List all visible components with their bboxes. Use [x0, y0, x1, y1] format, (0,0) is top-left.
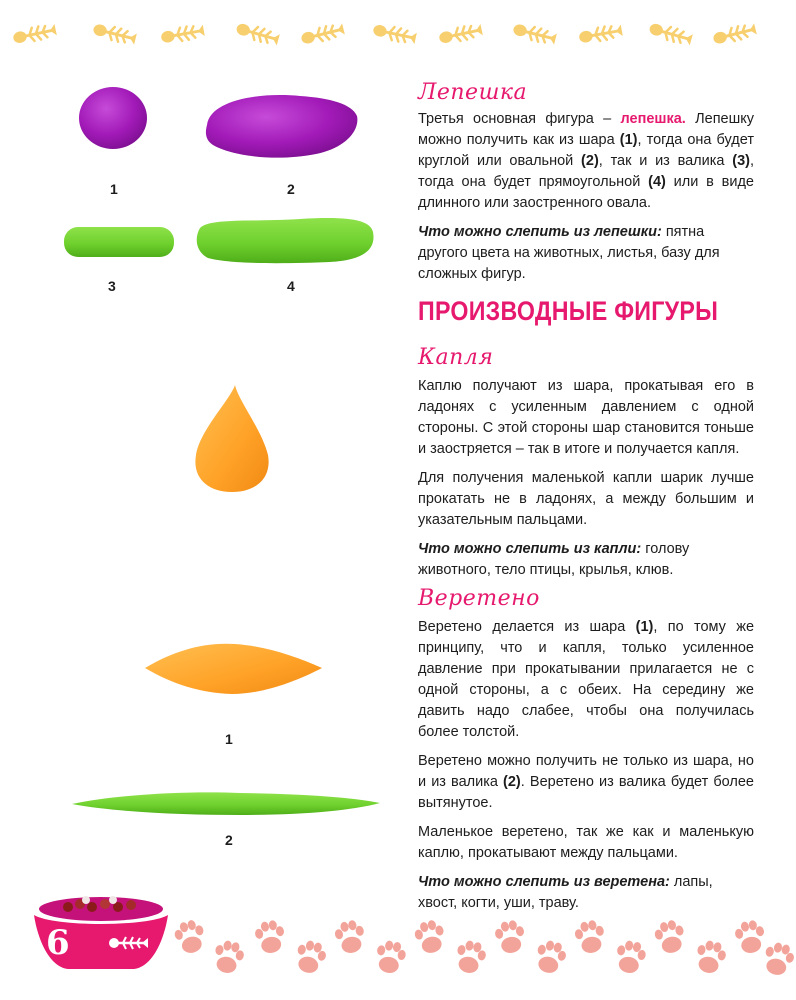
- kaplya-paragraph-2: Для получения маленькой капли шарик лучше прокатать не в ладонях, а между большим и указательным пальцами.: [418, 470, 754, 528]
- fishbone-icon: [510, 17, 560, 51]
- figures-panel: [0, 0, 400, 900]
- orange-spindle-shape: [145, 644, 322, 694]
- figure-label-flat-rect: 4: [287, 278, 295, 294]
- vereteno-paragraph-2: Веретено можно получить не только из шара, но и из валика (2). Веретено из валика будет более вытянутое.: [418, 753, 754, 811]
- vereteno-paragraph-1: Веретено делается из шара (1), по тому же принципу, что и капля, только усиленное давление при прокатывании прилагается не с одной стороны, а с обеих. На середину же давить надо слабее, чтобы она получилась более толстой.: [418, 619, 755, 740]
- paw-icon: [648, 914, 693, 962]
- paw-icon: [688, 935, 732, 982]
- fishbone-icon: [710, 17, 760, 51]
- paw-icon: [568, 915, 612, 962]
- paw-icon: [528, 934, 573, 982]
- green-long-spindle-shape: [72, 792, 380, 815]
- paw-icon: [609, 935, 651, 981]
- orange-drop-shape: [195, 385, 268, 492]
- figure-label-flat-oval: 2: [287, 181, 295, 197]
- vereteno-paragraph-3: Маленькое веретено, так же как и маленькую каплю, прокатывают между пальцами.: [418, 824, 754, 861]
- paw-icon: [288, 934, 333, 982]
- section-heading: ПРОИЗВОДНЫЕ ФИГУРЫ: [418, 296, 719, 326]
- figure-label-spindle-roll: 2: [225, 832, 233, 848]
- kaplya-text: [418, 376, 754, 581]
- lepeshka-uses: Что можно слепить из лепешки: пятна другого цвета на животных, листья, базу для сложных фигур.: [418, 224, 720, 282]
- fishbone-icon: [436, 17, 486, 50]
- paw-icon: [206, 935, 250, 982]
- lepeshka-paragraph: Третья основная фигура – лепешка. Лепешку можно получить как из шара (1), тогда она будет круглой или овальной (2), так и из валика (3), тогда она будет прямоугольной (4) или в виде длинного или заостренного овала.: [418, 111, 754, 211]
- heading-kaplya: Капля: [418, 345, 494, 370]
- paw-icon: [328, 915, 372, 962]
- paw-icon: [369, 935, 411, 981]
- purple-flat-oval-shape: [206, 95, 358, 158]
- figure-label-spindle-ball: 1: [225, 731, 233, 747]
- paw-icon: [167, 914, 212, 962]
- heading-vereteno: Веретено: [418, 586, 540, 611]
- kaplya-paragraph-1: Каплю получают из шара, прокатывая его в ладонях с усиленным давлением с одной стороны. С этой стороны шар становится тоньше и заостряется – так в итоге и получается капля.: [418, 378, 754, 457]
- page-number: 6: [46, 923, 70, 963]
- paw-icon: [249, 915, 291, 961]
- green-roll-shape: [64, 227, 174, 257]
- green-flat-rect-shape: [197, 218, 374, 263]
- paw-icon: [448, 935, 492, 982]
- figure-label-ball: 1: [110, 181, 118, 197]
- vereteno-text: [418, 617, 754, 914]
- heading-lepeshka: Лепешка: [418, 80, 528, 105]
- fishbone-icon: [576, 18, 625, 50]
- vereteno-uses: Что можно слепить из веретена: лапы, хвост, когти, уши, траву.: [418, 874, 713, 911]
- kaplya-uses: Что можно слепить из капли: голову животного, тело птицы, крылья, клюв.: [418, 541, 690, 578]
- paw-icon: [408, 914, 453, 962]
- purple-ball-shape: [79, 87, 147, 149]
- figure-label-roll: 3: [108, 278, 116, 294]
- fishbone-icon: [646, 16, 697, 52]
- paw-icon: [489, 915, 531, 961]
- lepeshka-text: [418, 109, 754, 285]
